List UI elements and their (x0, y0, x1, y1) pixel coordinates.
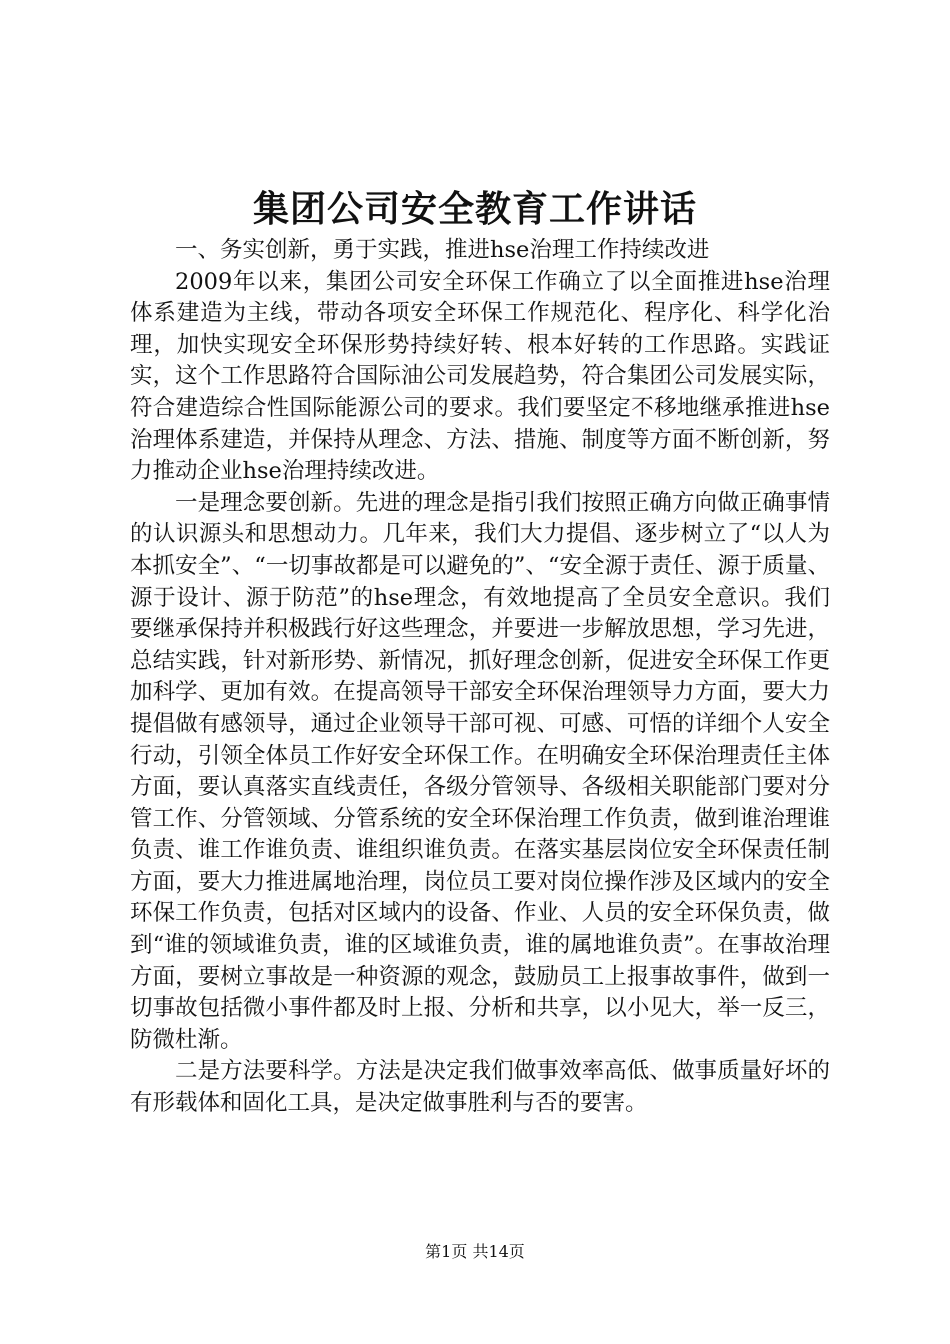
document-body (130, 235, 830, 1120)
page-footer: 第1页 共14页 (425, 1242, 525, 1261)
section-heading: 一、务实创新，勇于实践，推进hse治理工作持续改进 (175, 237, 710, 263)
body-paragraph: 2009年以来，集团公司安全环保工作确立了以全面推进hse治理体系建造为主线，带动各项安全环保工作规范化、程序化、科学化治理，加快实现安全环保形势持续好转、根本好转的工作思路。实践证实，这个工作思路符合国际油公司发展趋势，符合集团公司发展实际，符合建造综合性国际能源公司的要求。我们要坚定不移地继承推进hse治理体系建造，并保持从理念、方法、措施、制度等方面不断创新，努力推动企业hse治理持续改进。 (130, 268, 830, 485)
body-paragraph: 一是理念要创新。先进的理念是指引我们按照正确方向做正确事情的认识源头和思想动力。几年来，我们大力提倡、逐步树立了“以人为本抓安全”、“一切事故都是可以避免的”、“安全源于责任、源于质量、源于设计、源于防范”的hse理念，有效地提高了全员安全意识。我们要继承保持并积极践行好这些理念，并要进一步解放思想，学习先进，总结实践，针对新形势、新情况，抓好理念创新，促进安全环保工作更加科学、更加有效。在提高领导干部安全环保治理领导力方面，要大力提倡做有感领导，通过企业领导干部可视、可感、可悟的详细个人安全行动，引领全体员工作好安全环保工作。在明确安全环保治理责任主体方面，要认真落实直线责任，各级分管领导、各级相关职能部门要对分管工作、分管领域、分管系统的安全环保治理工作负责，做到谁治理谁负责、谁工作谁负责、谁组织谁负责。在落实基层岗位安全环保责任制方面，要大力推进属地治理，岗位员工要对岗位操作涉及区域内的安全环保工作负责，包括对区域内的设备、作业、人员的安全环保负责，做到“谁的领域谁负责，谁的区域谁负责，谁的属地谁负责”。在事故治理方面，要树立事故是一种资源的观念，鼓励员工上报事故事件，做到一切事故包括微小事件都及时上报、分析和共享，以小见大，举一反三，防微杜渐。 (130, 489, 830, 1053)
document-title: 集团公司安全教育工作讲话 (252, 189, 697, 230)
body-paragraph: 二是方法要科学。方法是决定我们做事效率高低、做事质量好坏的有形载体和固化工具，是决定做事胜利与否的要害。 (130, 1058, 830, 1117)
